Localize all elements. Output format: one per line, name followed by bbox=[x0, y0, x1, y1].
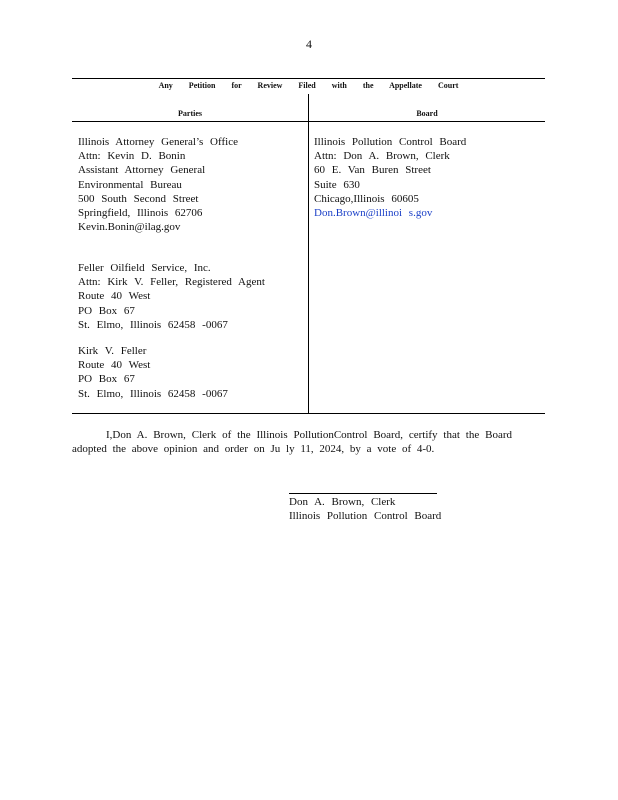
address-line: Feller Oilfield Service, Inc. bbox=[78, 262, 211, 274]
signature-block bbox=[289, 495, 441, 523]
signer-organization: Illinois Pollution Control Board bbox=[289, 510, 442, 523]
address-line: St. Elmo, Illinois 62458 -0067 bbox=[78, 318, 228, 331]
table-header-rule bbox=[72, 121, 545, 122]
address-line: Attn: Kevin D. Bonin bbox=[78, 150, 186, 163]
email-address: Kevin.Bonin@ilag.gov bbox=[78, 221, 181, 234]
address-line: PO Box 67 bbox=[78, 373, 135, 386]
table-caption: Any Petition for Review Filed with the Appellate Court bbox=[158, 81, 459, 90]
address-line: Chicago,Illinois 60605 bbox=[314, 192, 419, 205]
address-line: Attn: Kirk V. Feller, Registered Agent bbox=[78, 276, 265, 289]
address-line: Route 40 West bbox=[78, 290, 151, 303]
address-line: PO Box 67 bbox=[78, 304, 135, 317]
address-line: Assistant Attorney General bbox=[78, 164, 206, 177]
address-line: Illinois Pollution Control Board bbox=[314, 136, 467, 148]
address-line: Springfield, Illinois 62706 bbox=[78, 207, 203, 220]
party-feller-oilfield-address bbox=[78, 261, 265, 332]
address-line: Kirk V. Feller bbox=[78, 345, 147, 357]
board-email-link[interactable]: Don.Brown@illinoi s.gov bbox=[314, 207, 433, 220]
page-number: 4 bbox=[306, 37, 312, 51]
party-kirk-feller-address bbox=[78, 344, 228, 401]
address-line: Illinois Attorney General’s Office bbox=[78, 136, 238, 148]
table-top-rule bbox=[72, 78, 545, 79]
address-line: Route 40 West bbox=[78, 359, 151, 372]
party-attorney-general-address bbox=[78, 135, 238, 234]
signature-line bbox=[289, 493, 437, 494]
table-bottom-rule bbox=[72, 413, 545, 414]
address-line: Attn: Don A. Brown, Clerk bbox=[314, 150, 450, 163]
signer-name: Don A. Brown, Clerk bbox=[289, 496, 396, 508]
certification-paragraph: I,Don A. Brown, Clerk of the Illinois PollutionControl Board, certify that the Board adopted the above opinion and order on Ju ly 11, 2024, by a vote of 4-0. bbox=[72, 429, 512, 455]
address-line: Environmental Bureau bbox=[78, 178, 182, 191]
board-address bbox=[314, 135, 466, 220]
parties-header: Parties bbox=[178, 109, 202, 118]
address-line: St. Elmo, Illinois 62458 -0067 bbox=[78, 387, 228, 400]
column-divider bbox=[308, 94, 309, 413]
address-line: 500 South Second Street bbox=[78, 192, 199, 205]
address-line: Suite 630 bbox=[314, 178, 360, 191]
address-line: 60 E. Van Buren Street bbox=[314, 164, 431, 177]
board-header: Board bbox=[416, 109, 438, 118]
